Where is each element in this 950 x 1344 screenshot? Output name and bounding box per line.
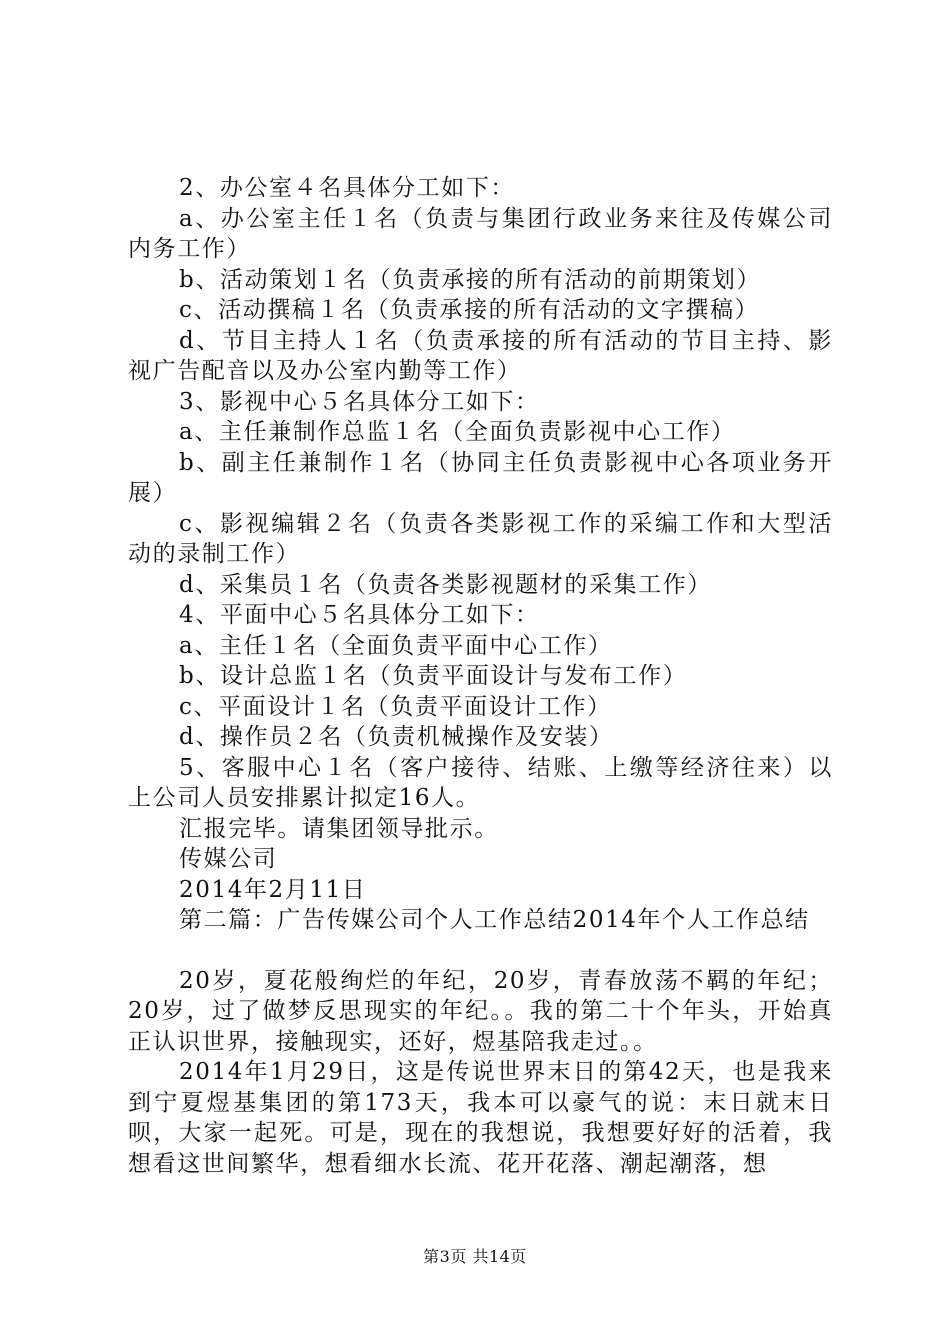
paragraph: d、节目主持人１名（负责承接的所有活动的节目主持、影视广告配音以及办公室内勤等工作）: [128, 327, 833, 384]
paragraph: d、采集员１名（负责各类影视题材的采集工作）: [179, 571, 712, 598]
paragraph: c、活动撰稿１名（负责承接的所有活动的文字撰稿）: [179, 297, 760, 323]
paragraph: 汇报完毕。请集团领导批示。: [179, 815, 499, 842]
page-footer: 第3页 共14页: [423, 1247, 527, 1266]
paragraph: 5、客服中心１名（客户接待、结账、上缴等经济往来）以上公司人员安排累计拟定16人。: [128, 754, 833, 811]
paragraph: 3、影视中心５名具体分工如下：: [179, 388, 540, 415]
paragraph: a、办公室主任１名（负责与集团行政业务来往及传媒公司内务工作）: [128, 205, 833, 262]
paragraph: a、主任兼制作总监１名（全面负责影视中心工作）: [179, 419, 736, 445]
paragraph: 2、办公室４名具体分工如下：: [179, 175, 516, 201]
paragraph: 2014年1月29日，这是传说世界末日的第42天，也是我来到宁夏煜基集团的第173天，我本可以豪气的说：末日就末日呗，大家一起死。可是，现在的我想说，我想要好好的活着，我想看这世间繁华，想看细水长流、花开花落、潮起潮落，想: [128, 1059, 833, 1177]
paragraph: d、操作员２名（负责机械操作及安装）: [179, 724, 614, 750]
document-body: [128, 173, 833, 1179]
paragraph: b、设计总监１名（负责平面设计与发布工作）: [179, 663, 688, 689]
paragraph: c、平面设计１名（负责平面设计工作）: [179, 693, 612, 720]
paragraph: b、副主任兼制作１名（协同主任负责影视中心各项业务开展）: [128, 449, 833, 506]
paragraph: b、活动策划１名（负责承接的所有活动的前期策划）: [179, 266, 762, 293]
paragraph: 4、平面中心５名具体分工如下：: [179, 602, 540, 628]
paragraph: a、主任１名（全面负责平面中心工作）: [179, 632, 613, 659]
paragraph: 20岁，夏花般绚烂的年纪，20岁，青春放荡不羁的年纪；20岁，过了做梦反思现实的年纪。。我的第二十个年头，开始真正认识世界，接触现实，还好，煜基陪我走过。。: [128, 967, 833, 1055]
paragraph: c、影视编辑２名（负责各类影视工作的采编工作和大型活动的录制工作）: [128, 510, 833, 567]
signature-date: 2014年2月11日: [179, 876, 367, 903]
section-heading: 第二篇：广告传媒公司个人工作总结2014年个人工作总结: [179, 907, 810, 933]
signature-company: 传媒公司: [179, 846, 278, 872]
